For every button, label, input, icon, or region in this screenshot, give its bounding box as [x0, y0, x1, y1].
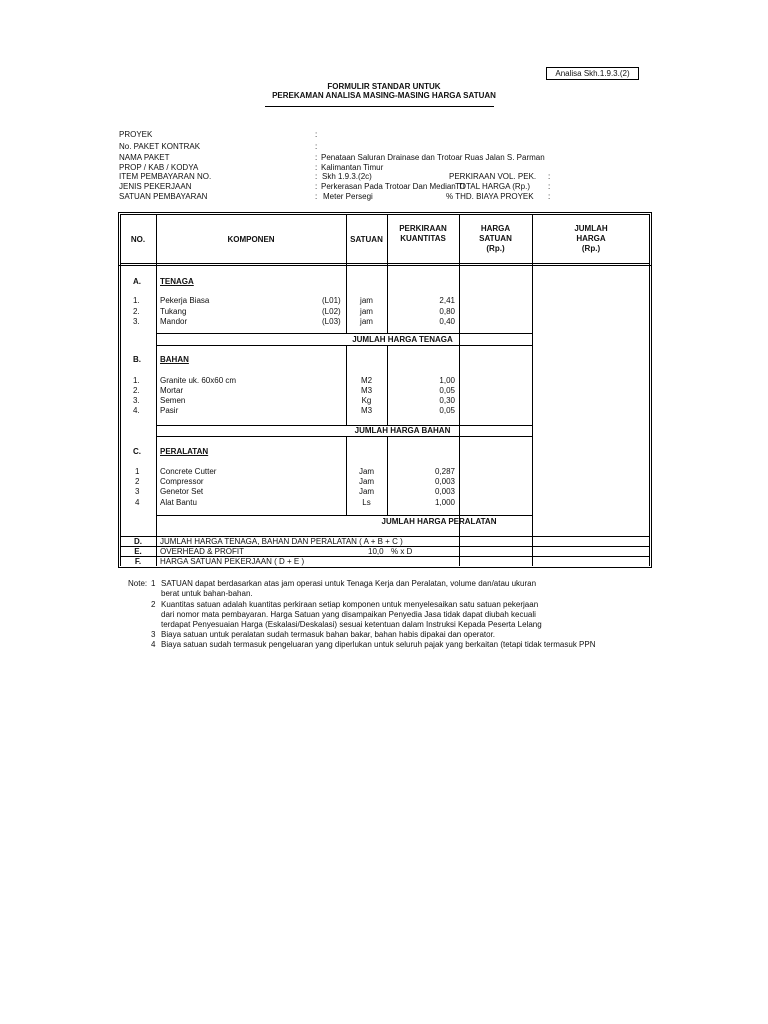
form-subtitle: PEREKAMAN ANALISA MASING-MASING HARGA SATUAN	[272, 91, 496, 100]
header-harga-rp: (Rp.)	[486, 244, 505, 253]
note-no: 2	[151, 600, 156, 609]
header-jumlah-harga: HARGA	[576, 234, 606, 243]
row-unit: M3	[360, 386, 373, 395]
info-label: NAMA PAKET	[119, 153, 170, 162]
header-jumlah: JUMLAH	[574, 224, 608, 233]
section-a-code: A.	[133, 277, 141, 286]
info-value: Skh 1.9.3.(2c)	[322, 172, 372, 181]
header-satuan: SATUAN	[350, 235, 383, 244]
note-line: Biaya satuan sudah termasuk pengeluaran yang diperlukan untuk seluruh pajak yang berkaitan (tetapi tidak termasuk PPN	[161, 640, 596, 649]
header-kuantitas: KUANTITAS	[400, 234, 446, 243]
row-qty: 0,30	[439, 396, 455, 405]
row-unit: jam	[360, 307, 373, 316]
summary-e-pct: 10,0	[368, 547, 384, 556]
info-colon: :	[315, 163, 318, 172]
subtotal-row	[156, 333, 532, 346]
header-no: NO.	[130, 235, 146, 244]
right-info-label: TOTAL HARGA (Rp.)	[455, 182, 530, 191]
info-label: ITEM PEMBAYARAN NO.	[119, 172, 212, 181]
summary-e-code: E.	[134, 547, 142, 556]
subtotal-b-label: JUMLAH HARGA BAHAN	[354, 426, 451, 435]
summary-e-text: OVERHEAD & PROFIT	[160, 547, 245, 556]
summary-f-code: F.	[134, 557, 142, 566]
title-underline	[265, 106, 494, 107]
info-label: PROP / KAB / KODYA	[119, 163, 199, 172]
form-title: FORMULIR STANDAR UNTUK	[327, 82, 441, 91]
right-info-colon: :	[548, 192, 551, 201]
row-name: Genetor Set	[160, 487, 204, 496]
row-qty: 0,287	[434, 467, 455, 476]
note-no: 1	[151, 579, 156, 588]
note-line: Biaya satuan untuk peralatan sudah termasuk bahan bakar, bahan habis dipakai dan operator.	[161, 630, 496, 639]
right-info-colon: :	[548, 182, 551, 191]
row-name: Compressor	[160, 477, 204, 486]
row-code: (L01)	[322, 296, 341, 305]
note-no: 4	[151, 640, 156, 649]
right-info-colon: :	[548, 172, 551, 181]
info-value: Perkerasan Pada Trotoar Dan Median TI	[321, 182, 465, 191]
col-line	[459, 264, 460, 536]
row-unit: M3	[360, 406, 373, 415]
info-colon: :	[315, 130, 318, 139]
row-no: 2	[135, 477, 140, 486]
row-unit: Kg	[361, 396, 372, 405]
row-unit: Jam	[358, 487, 375, 496]
row-unit: Jam	[358, 477, 375, 486]
info-label: No. PAKET KONTRAK	[119, 142, 201, 151]
row-no: 3.	[133, 317, 140, 326]
header-jumlah-rp: (Rp.)	[581, 244, 601, 253]
info-colon: :	[315, 192, 318, 201]
note-line: terdapat Penyesuaian Harga (Eskalasi/Deskalasi) sesuai ketentuan dalam Instruksi Kepada Peserta Lelang	[161, 620, 542, 629]
section-b-title: BAHAN	[160, 355, 189, 364]
summary-d-code: D.	[134, 537, 142, 546]
row-qty: 0,40	[439, 317, 455, 326]
reference-code: Analisa Skh.1.9.3.(2)	[546, 67, 639, 80]
info-value: Meter Persegi	[323, 192, 373, 201]
row-name: Mandor	[160, 317, 188, 326]
row-unit: Jam	[358, 467, 375, 476]
info-value: Kalimantan Timur	[321, 163, 384, 172]
note-line: berat untuk bahan-bahan.	[161, 589, 253, 598]
info-label: SATUAN PEMBAYARAN	[119, 192, 208, 201]
row-unit: M2	[360, 376, 373, 385]
row-qty: 0,05	[439, 406, 455, 415]
row-qty: 0,05	[439, 386, 455, 395]
row-no: 2.	[133, 307, 140, 316]
note-no: 3	[151, 630, 156, 639]
subtotal-a-label: JUMLAH HARGA TENAGA	[352, 335, 453, 344]
row-qty: 0,80	[439, 307, 455, 316]
col-line	[156, 536, 157, 566]
row-unit: jam	[360, 317, 373, 326]
row-no: 1.	[133, 296, 140, 305]
subtotal-row	[156, 425, 532, 437]
row-name: Alat Bantu	[160, 498, 197, 507]
row-unit: jam	[360, 296, 373, 305]
right-info-label: % THD. BIAYA PROYEK	[446, 192, 534, 201]
row-name: Semen	[160, 396, 186, 405]
info-label: PROYEK	[119, 130, 153, 139]
summary-d-text: JUMLAH HARGA TENAGA, BAHAN DAN PERALATAN ( A + B + C )	[160, 537, 403, 546]
row-name: Pasir	[160, 406, 179, 415]
row-qty: 0,003	[434, 487, 455, 496]
row-name: Tukang	[160, 307, 187, 316]
row-no: 4	[135, 498, 140, 507]
info-colon: :	[315, 142, 318, 151]
col-line	[459, 536, 460, 566]
section-b-code: B.	[133, 355, 141, 364]
row-qty: 2,41	[439, 296, 455, 305]
summary-f-text: HARGA SATUAN PEKERJAAN ( D + E )	[160, 557, 305, 566]
note-line: SATUAN dapat berdasarkan atas jam operasi untuk Tenaga Kerja dan Peralatan, volume dan/atau ukuran	[161, 579, 537, 588]
row-no: 1.	[133, 376, 140, 385]
row-no: 3	[135, 487, 140, 496]
col-line	[156, 264, 157, 536]
row-qty: 1,00	[439, 376, 455, 385]
section-c-title: PERALATAN	[160, 447, 209, 456]
info-value: Penataan Saluran Drainase dan Trotoar Ruas Jalan S. Parman	[321, 153, 545, 162]
row-name: Concrete Cutter	[160, 467, 217, 476]
col-line	[532, 264, 533, 566]
note-line: dari nomor mata pembayaran. Harga Satuan yang disampaikan Penyedia Jasa tidak dapat diubah kecuali	[161, 610, 536, 619]
right-info-label: PERKIRAAN VOL. PEK.	[449, 172, 537, 181]
row-code: (L03)	[322, 317, 341, 326]
header-harga-satuan: SATUAN	[479, 234, 512, 243]
row-code: (L02)	[322, 307, 341, 316]
row-unit: Ls	[362, 498, 371, 507]
header-harga: HARGA	[480, 224, 511, 233]
header-komponen: KOMPONEN	[227, 235, 275, 244]
note-line: Kuantitas satuan adalah kuantitas perkiraan setiap komponen untuk menyelesaikan satu satuan pekerjaan	[161, 600, 539, 609]
row-name: Granite uk. 60x60 cm	[160, 376, 237, 385]
section-c-code: C.	[133, 447, 141, 456]
notes-label: Note:	[128, 579, 148, 588]
info-label: JENIS PEKERJAAN	[119, 182, 192, 191]
info-colon: :	[315, 153, 318, 162]
info-colon: :	[315, 172, 318, 181]
row-no: 4.	[133, 406, 140, 415]
row-name: Pekerja Biasa	[160, 296, 210, 305]
subtotal-c-label: JUMLAH HARGA PERALATAN	[381, 517, 497, 526]
row-name: Mortar	[160, 386, 184, 395]
header-perkiraan: PERKIRAAN	[399, 224, 447, 233]
row-qty: 0,003	[434, 477, 455, 486]
info-colon: :	[315, 182, 318, 191]
section-a-title: TENAGA	[160, 277, 194, 286]
row-no: 2.	[133, 386, 140, 395]
summary-e-formula: % x D	[391, 547, 413, 556]
row-no: 3.	[133, 396, 140, 405]
row-no: 1	[135, 467, 140, 476]
row-qty: 1,000	[434, 498, 455, 507]
